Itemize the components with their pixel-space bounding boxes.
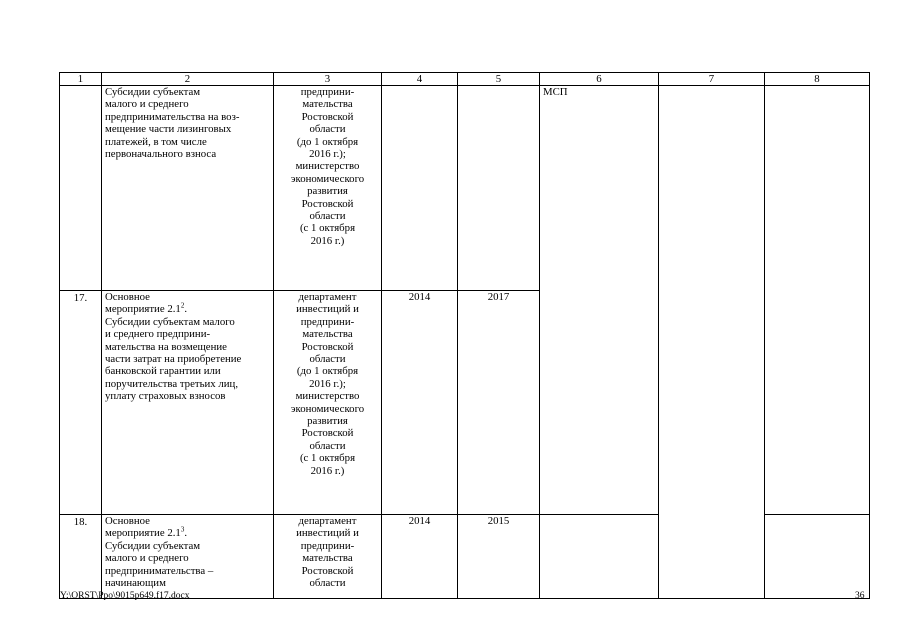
col8-cell (765, 291, 870, 515)
executor-text: департамент инвестиций и предприни- мательства Ростовской области (296, 515, 359, 590)
program-table (59, 72, 870, 599)
measure-name-rest: Субсидии субъектам малого и среднего предприни- мательства на возмещение части затрат на приобретение банковской гарантии или поручительства третьих лиц, уплату страховых взносов (105, 315, 242, 403)
result-cell (540, 515, 659, 599)
measure-name-line1: Основное (105, 291, 150, 303)
col8-cell (765, 86, 870, 291)
executor (274, 86, 382, 291)
measure-name-line2: мероприятие $2.1^3$. (105, 525, 188, 540)
table-row (60, 86, 870, 291)
col-header-7: 7 (659, 73, 765, 86)
start-year (382, 86, 458, 291)
end-year: 2017 (458, 291, 540, 515)
measure-name-line2: мероприятие $2.1^2$. (105, 301, 188, 316)
col7-cell (659, 86, 765, 291)
start-year: 2014 (382, 291, 458, 515)
page-number: 36 (855, 591, 865, 601)
executor (274, 515, 382, 599)
measure-name-rest: Субсидии субъектам малого и среднего предпринимательства – начинающим (105, 539, 214, 590)
measure-name-line1: Основное (105, 515, 150, 527)
footnote-mark: 3 (180, 525, 185, 534)
executor-text: предприни- мательства Ростовской области (до 1 октября 2016 г.); министерство экономического развития Ростовской области (с 1 октября 2016 г.) (290, 86, 365, 247)
col-header-5: 5 (458, 73, 540, 86)
measure-name-activity: мероприятие 2.1 (105, 303, 181, 316)
col-header-4: 4 (382, 73, 458, 86)
result-cell (540, 291, 659, 515)
document-path: Y:\ORST\Ppo\9015p649.f17.docx (60, 591, 190, 601)
measure-name (102, 291, 274, 515)
executor-text: департамент инвестиций и предприни- мательства Ростовской области (до 1 октября 2016 г.); министерство экономического развития Ростовской области (с 1 октября 2016 г.) (290, 291, 365, 477)
col-header-2: 2 (102, 73, 274, 86)
result-cell: МСП (540, 86, 659, 291)
measure-name (102, 86, 274, 291)
col-header-6: 6 (540, 73, 659, 86)
measure-name-text: Субсидии субъектам малого и среднего предпринимательства на воз- мещение части лизинговых платежей, в том числе первоначального взноса (105, 86, 240, 161)
start-year: 2014 (382, 515, 458, 599)
col7-cell (659, 515, 765, 599)
row-number: 17. (60, 291, 102, 515)
col-header-1: 1 (60, 73, 102, 86)
col7-cell (659, 291, 765, 515)
row-number (60, 86, 102, 291)
end-year (458, 86, 540, 291)
col-header-8: 8 (765, 73, 870, 86)
column-number-row (60, 73, 870, 86)
executor (274, 291, 382, 515)
end-year: 2015 (458, 515, 540, 599)
footnote-mark: 2 (180, 301, 185, 310)
measure-name-activity: мероприятие 2.1 (105, 527, 181, 540)
col8-cell (765, 515, 870, 599)
col-header-3: 3 (274, 73, 382, 86)
row-number: 18. (60, 515, 102, 599)
measure-name (102, 515, 274, 599)
table-row (60, 515, 870, 599)
table-row (60, 291, 870, 515)
